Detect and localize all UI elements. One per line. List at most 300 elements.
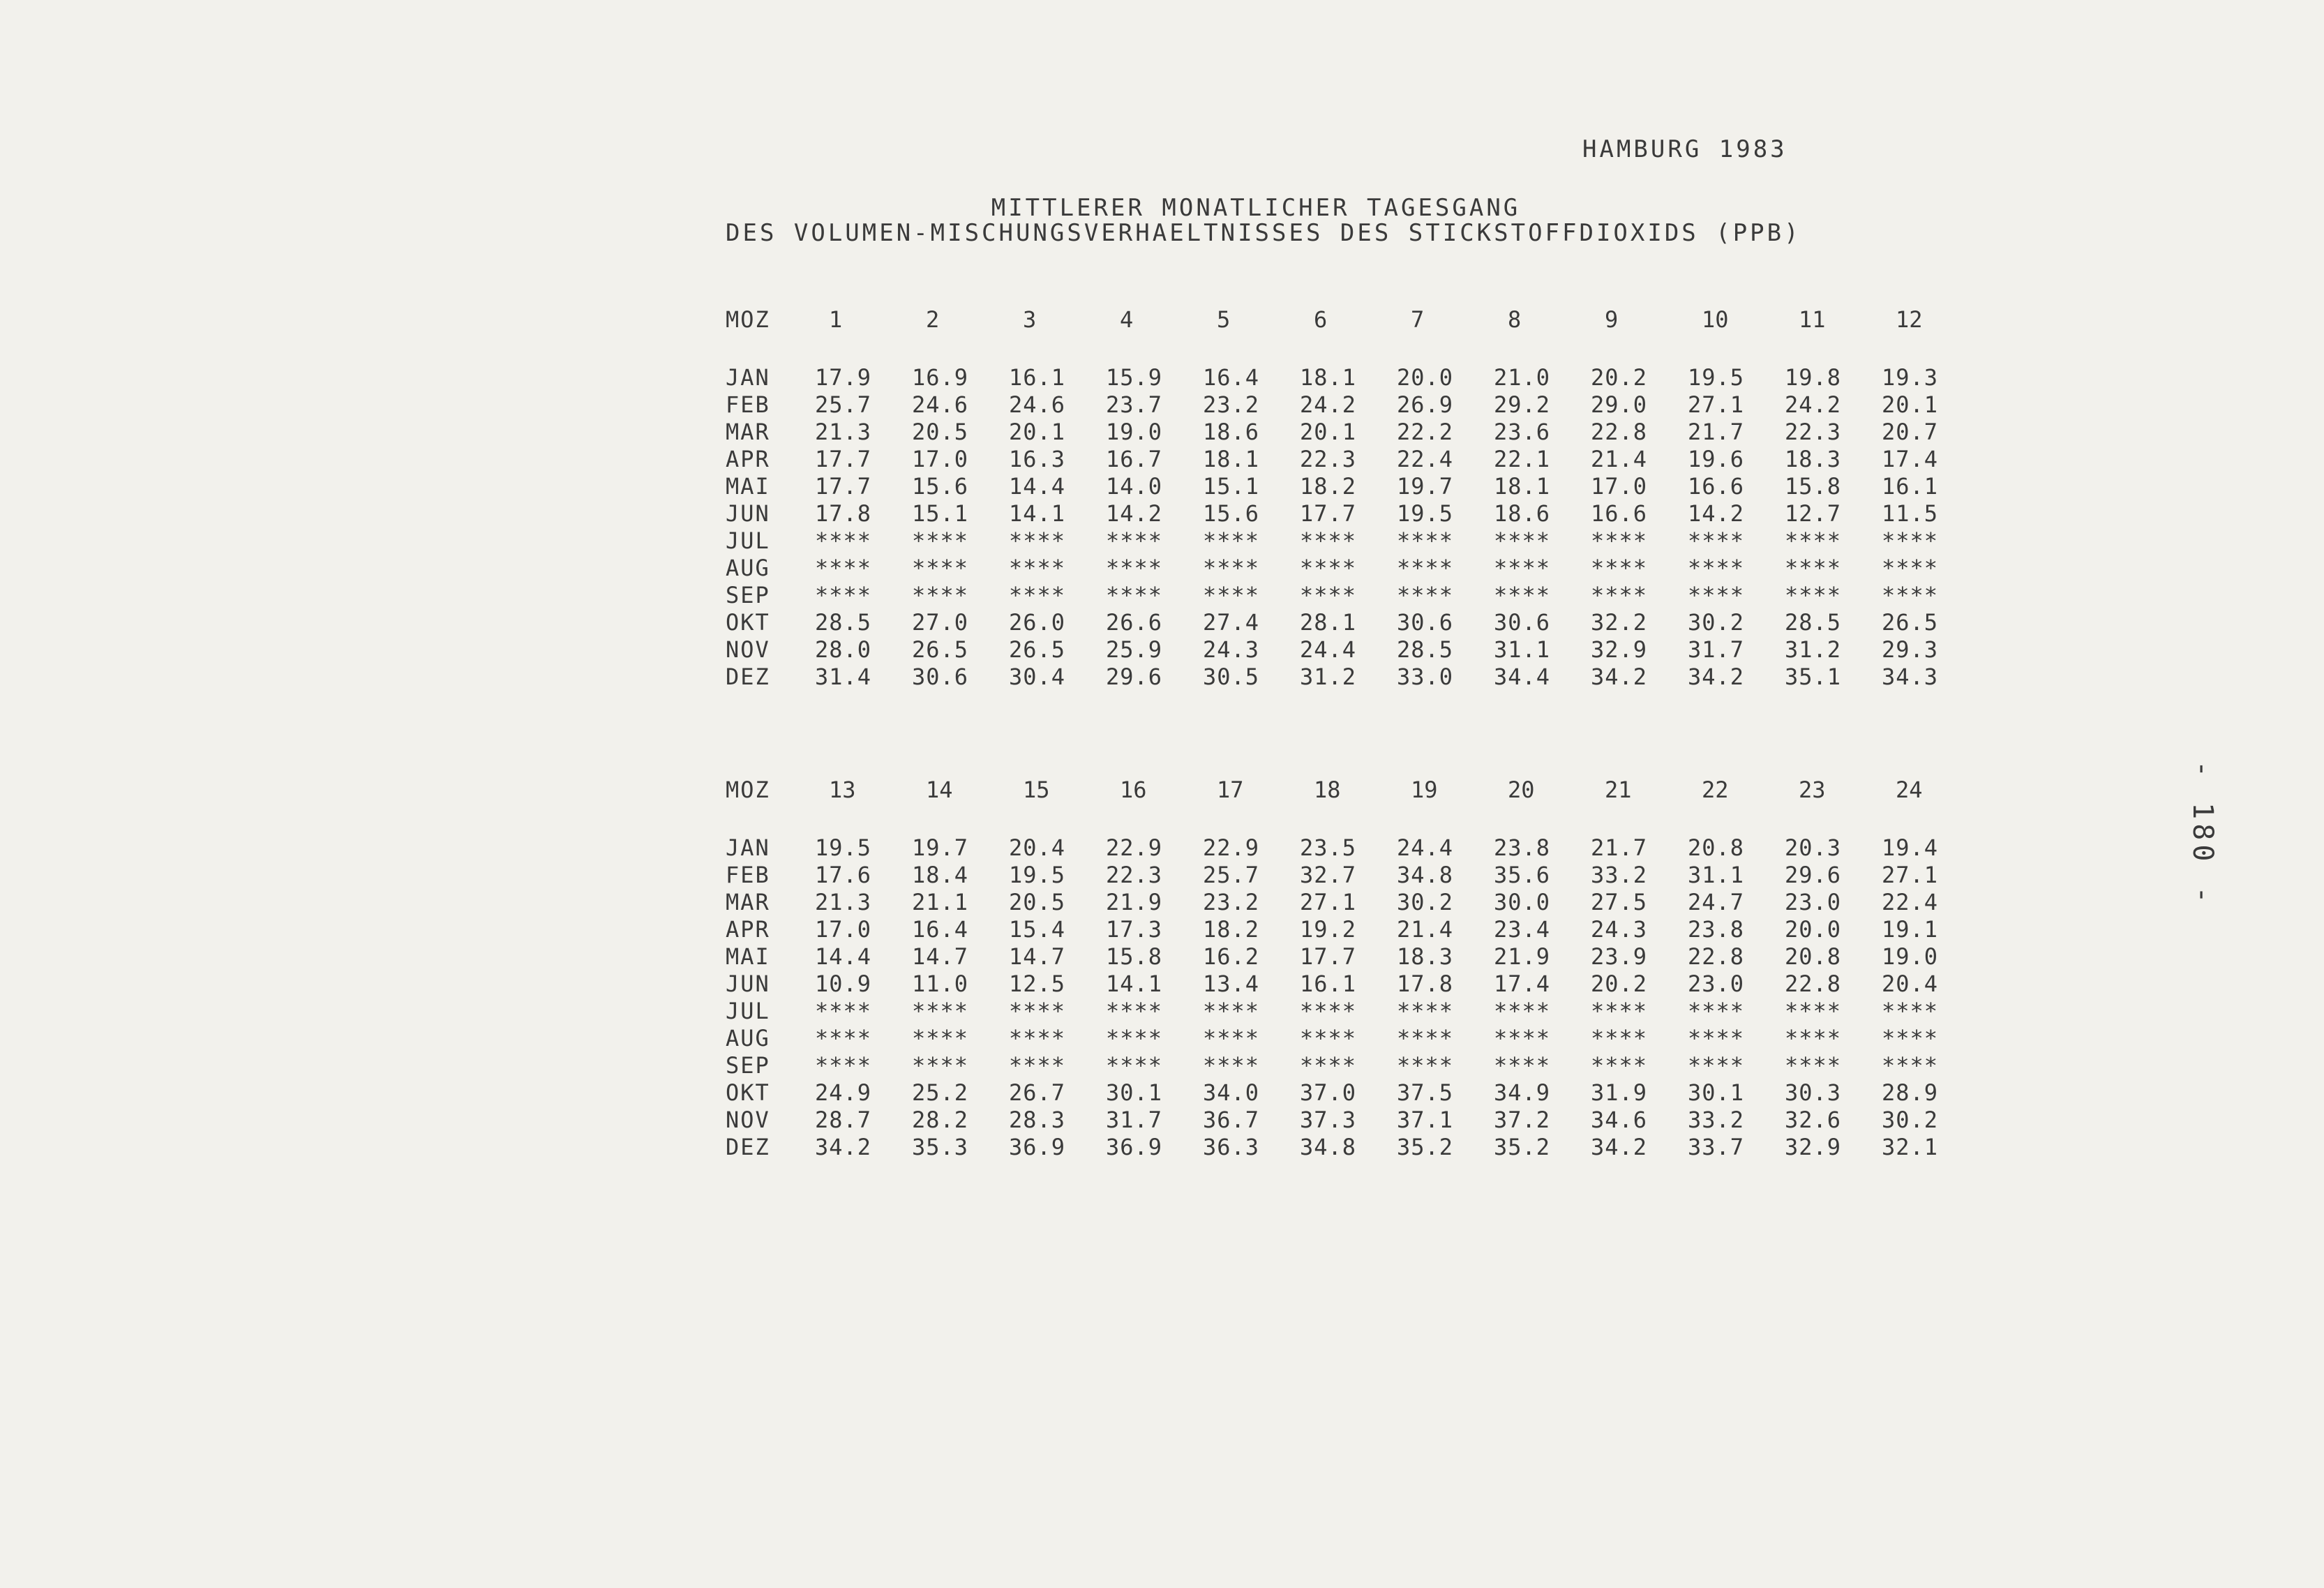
value-cell: 23.5 (1300, 834, 1357, 861)
value-cell: **** (1494, 555, 1551, 581)
table-row (726, 998, 1979, 1025)
month-label: MAI (726, 943, 770, 970)
value-cell: 21.9 (1494, 943, 1551, 970)
value-cell: 29.2 (1494, 391, 1551, 418)
value-cell: **** (1106, 998, 1163, 1024)
spacer-row (726, 811, 1979, 834)
table-row (726, 916, 1979, 943)
value-cell: 20.8 (1688, 834, 1745, 861)
value-cell: **** (1688, 527, 1745, 554)
value-cell: 28.0 (815, 636, 872, 663)
value-cell: **** (1882, 1025, 1939, 1051)
value-cell: 36.9 (1106, 1134, 1163, 1160)
value-cell: 21.0 (1494, 364, 1551, 391)
value-cell: 31.9 (1591, 1079, 1648, 1106)
table-row (726, 1025, 1979, 1052)
hour-header: 2 (926, 306, 940, 333)
value-cell: 21.3 (815, 419, 872, 445)
value-cell: 22.8 (1688, 943, 1745, 970)
value-cell: 32.9 (1785, 1134, 1842, 1160)
table-body (726, 811, 1979, 1161)
value-cell: **** (1591, 555, 1648, 581)
value-cell: 18.3 (1397, 943, 1454, 970)
table-row (726, 1107, 1979, 1134)
value-cell: 20.2 (1591, 971, 1648, 997)
value-cell: 23.7 (1106, 391, 1163, 418)
value-cell: 18.2 (1300, 473, 1357, 500)
value-cell: 37.5 (1397, 1079, 1454, 1106)
value-cell: 29.0 (1591, 391, 1648, 418)
value-cell: 20.0 (1785, 916, 1842, 943)
value-cell: 17.0 (815, 916, 872, 943)
value-cell: 24.2 (1785, 391, 1842, 418)
value-cell: 17.0 (912, 446, 969, 472)
table-header-row (726, 769, 1979, 811)
value-cell: 23.9 (1591, 943, 1648, 970)
value-cell: 14.4 (815, 943, 872, 970)
month-label: JUL (726, 998, 770, 1024)
spacer-cell (726, 811, 1979, 834)
month-label: OKT (726, 609, 770, 636)
value-cell: 29.3 (1882, 636, 1939, 663)
value-cell: 28.2 (912, 1107, 969, 1133)
value-cell: **** (1785, 527, 1842, 554)
value-cell: **** (1785, 998, 1842, 1024)
table-row (726, 555, 1979, 582)
value-cell: 25.7 (1203, 862, 1260, 888)
table-row (726, 582, 1979, 609)
value-cell: 14.1 (1106, 971, 1163, 997)
value-cell: 14.4 (1009, 473, 1066, 500)
value-cell: 16.1 (1009, 364, 1066, 391)
value-cell: 15.1 (912, 500, 969, 527)
value-cell: **** (1106, 582, 1163, 608)
value-cell: **** (1203, 555, 1260, 581)
value-cell: **** (1688, 998, 1745, 1024)
month-label: AUG (726, 1025, 770, 1051)
value-cell: 16.1 (1882, 473, 1939, 500)
value-cell: **** (1591, 998, 1648, 1024)
value-cell: 32.1 (1882, 1134, 1939, 1160)
hour-header: 19 (1411, 777, 1438, 803)
value-cell: **** (1300, 527, 1357, 554)
hour-header: 8 (1508, 306, 1522, 333)
value-cell: 28.9 (1882, 1079, 1939, 1106)
value-cell: 22.8 (1591, 419, 1648, 445)
value-cell: 26.5 (1009, 636, 1066, 663)
value-cell: 37.2 (1494, 1107, 1551, 1133)
value-cell: **** (1203, 1052, 1260, 1079)
month-label: AUG (726, 555, 770, 581)
value-cell: 14.7 (912, 943, 969, 970)
value-cell: 19.5 (815, 834, 872, 861)
value-cell: **** (1397, 998, 1454, 1024)
value-cell: **** (815, 527, 872, 554)
value-cell: **** (1591, 1025, 1648, 1051)
value-cell: 19.0 (1882, 943, 1939, 970)
value-cell: 31.4 (815, 664, 872, 690)
value-cell: 10.9 (815, 971, 872, 997)
value-cell: 20.0 (1397, 364, 1454, 391)
value-cell: **** (1882, 527, 1939, 554)
value-cell: 30.0 (1494, 889, 1551, 915)
value-cell: 20.4 (1882, 971, 1939, 997)
value-cell: **** (912, 527, 969, 554)
value-cell: 20.2 (1591, 364, 1648, 391)
month-label: FEB (726, 391, 770, 418)
value-cell: **** (1009, 527, 1066, 554)
month-label: FEB (726, 862, 770, 888)
value-cell: **** (1882, 582, 1939, 608)
value-cell: 11.0 (912, 971, 969, 997)
value-cell: 12.7 (1785, 500, 1842, 527)
value-cell: 28.3 (1009, 1107, 1066, 1133)
value-cell: 26.6 (1106, 609, 1163, 636)
value-cell: 25.2 (912, 1079, 969, 1106)
value-cell: 34.2 (815, 1134, 872, 1160)
value-cell: 15.1 (1203, 473, 1260, 500)
hour-header: 12 (1896, 306, 1923, 333)
value-cell: **** (1882, 1052, 1939, 1079)
hour-header: 13 (829, 777, 856, 803)
value-cell: 35.1 (1785, 664, 1842, 690)
value-cell: 16.1 (1300, 971, 1357, 997)
value-cell: 33.0 (1397, 664, 1454, 690)
value-cell: 37.1 (1397, 1107, 1454, 1133)
value-cell: **** (912, 555, 969, 581)
value-cell: 23.0 (1688, 971, 1745, 997)
value-cell: 24.3 (1203, 636, 1260, 663)
value-cell: 23.0 (1785, 889, 1842, 915)
value-cell: 28.5 (1785, 609, 1842, 636)
value-cell: 35.2 (1494, 1134, 1551, 1160)
value-cell: 20.1 (1009, 419, 1066, 445)
value-cell: 24.6 (1009, 391, 1066, 418)
value-cell: **** (912, 1025, 969, 1051)
month-label: NOV (726, 636, 770, 663)
value-cell: 30.6 (912, 664, 969, 690)
table-row (726, 419, 1979, 446)
value-cell: 17.3 (1106, 916, 1163, 943)
month-label: SEP (726, 582, 770, 608)
title-line-1: MITTLERER MONATLICHER TAGESGANG (991, 194, 1521, 222)
value-cell: **** (1397, 1025, 1454, 1051)
value-cell: 15.8 (1785, 473, 1842, 500)
value-cell: 26.9 (1397, 391, 1454, 418)
value-cell: **** (815, 582, 872, 608)
value-cell: 23.8 (1688, 916, 1745, 943)
value-cell: 17.0 (1591, 473, 1648, 500)
value-cell: 17.8 (815, 500, 872, 527)
value-cell: 21.4 (1397, 916, 1454, 943)
value-cell: 20.1 (1882, 391, 1939, 418)
value-cell: 24.9 (815, 1079, 872, 1106)
value-cell: **** (1397, 1052, 1454, 1079)
value-cell: 19.5 (1397, 500, 1454, 527)
value-cell: 22.9 (1106, 834, 1163, 861)
value-cell: **** (912, 998, 969, 1024)
value-cell: **** (1300, 1052, 1357, 1079)
value-cell: 34.6 (1591, 1107, 1648, 1133)
value-cell: **** (1688, 555, 1745, 581)
value-cell: 14.2 (1688, 500, 1745, 527)
value-cell: **** (815, 1052, 872, 1079)
value-cell: 30.4 (1009, 664, 1066, 690)
value-cell: **** (1009, 1052, 1066, 1079)
value-cell: 21.7 (1688, 419, 1745, 445)
value-cell: 19.5 (1688, 364, 1745, 391)
value-cell: 21.4 (1591, 446, 1648, 472)
value-cell: 34.9 (1494, 1079, 1551, 1106)
value-cell: 18.4 (912, 862, 969, 888)
table-row (726, 664, 1979, 691)
value-cell: 33.2 (1591, 862, 1648, 888)
value-cell: 31.7 (1688, 636, 1745, 663)
value-cell: 24.2 (1300, 391, 1357, 418)
month-label: NOV (726, 1107, 770, 1133)
value-cell: 20.7 (1882, 419, 1939, 445)
table-row (726, 889, 1979, 916)
value-cell: 24.4 (1397, 834, 1454, 861)
value-cell: **** (1106, 1025, 1163, 1051)
value-cell: **** (1106, 1052, 1163, 1079)
value-cell: **** (1494, 998, 1551, 1024)
value-cell: 28.7 (815, 1107, 872, 1133)
value-cell: 17.9 (815, 364, 872, 391)
value-cell: 14.2 (1106, 500, 1163, 527)
value-cell: 28.1 (1300, 609, 1357, 636)
value-cell: 19.7 (1397, 473, 1454, 500)
value-cell: 34.8 (1397, 862, 1454, 888)
value-cell: 28.5 (815, 609, 872, 636)
table-row (726, 943, 1979, 971)
value-cell: 26.0 (1009, 609, 1066, 636)
value-cell: 30.6 (1494, 609, 1551, 636)
value-cell: 23.2 (1203, 889, 1260, 915)
value-cell: 17.4 (1494, 971, 1551, 997)
value-cell: 22.8 (1785, 971, 1842, 997)
month-label: DEZ (726, 1134, 770, 1160)
value-cell: **** (1882, 998, 1939, 1024)
value-cell: 35.3 (912, 1134, 969, 1160)
value-cell: 32.9 (1591, 636, 1648, 663)
value-cell: 22.3 (1106, 862, 1163, 888)
hour-header: 14 (926, 777, 953, 803)
value-cell: 35.6 (1494, 862, 1551, 888)
month-label: JAN (726, 834, 770, 861)
value-cell: **** (1300, 998, 1357, 1024)
value-cell: 18.1 (1300, 364, 1357, 391)
value-cell: 18.6 (1203, 419, 1260, 445)
place-year-label: HAMBURG 1983 (1582, 135, 1787, 163)
hour-header: 17 (1217, 777, 1244, 803)
value-cell: 15.4 (1009, 916, 1066, 943)
value-cell: 22.1 (1494, 446, 1551, 472)
value-cell: **** (1397, 527, 1454, 554)
value-cell: 17.8 (1397, 971, 1454, 997)
value-cell: 28.5 (1397, 636, 1454, 663)
hour-header: 21 (1605, 777, 1632, 803)
value-cell: 30.1 (1106, 1079, 1163, 1106)
value-cell: 14.1 (1009, 500, 1066, 527)
hour-header: 11 (1799, 306, 1826, 333)
value-cell: 30.5 (1203, 664, 1260, 690)
hour-header: 6 (1314, 306, 1328, 333)
value-cell: 34.2 (1591, 664, 1648, 690)
value-cell: 19.7 (912, 834, 969, 861)
value-cell: 24.3 (1591, 916, 1648, 943)
value-cell: 23.2 (1203, 391, 1260, 418)
value-cell: 20.3 (1785, 834, 1842, 861)
value-cell: 31.2 (1300, 664, 1357, 690)
value-cell: 16.3 (1009, 446, 1066, 472)
value-cell: **** (912, 582, 969, 608)
table-row (726, 862, 1979, 889)
table-row (726, 636, 1979, 664)
value-cell: 21.9 (1106, 889, 1163, 915)
value-cell: **** (1106, 555, 1163, 581)
hour-header: 1 (829, 306, 843, 333)
value-cell: 24.7 (1688, 889, 1745, 915)
hour-header: 22 (1702, 777, 1729, 803)
month-label: APR (726, 916, 770, 943)
value-cell: **** (1785, 1052, 1842, 1079)
value-cell: **** (1009, 1025, 1066, 1051)
value-cell: 15.6 (912, 473, 969, 500)
value-cell: **** (1106, 527, 1163, 554)
value-cell: 18.1 (1203, 446, 1260, 472)
value-cell: 25.7 (815, 391, 872, 418)
table-row (726, 609, 1979, 636)
value-cell: 17.7 (1300, 943, 1357, 970)
value-cell: 32.6 (1785, 1107, 1842, 1133)
value-cell: 22.3 (1300, 446, 1357, 472)
value-cell: 36.7 (1203, 1107, 1260, 1133)
value-cell: **** (1203, 527, 1260, 554)
value-cell: **** (1009, 582, 1066, 608)
value-cell: **** (1591, 582, 1648, 608)
value-cell: 33.2 (1688, 1107, 1745, 1133)
value-cell: 16.4 (912, 916, 969, 943)
value-cell: 30.3 (1785, 1079, 1842, 1106)
value-cell: 19.2 (1300, 916, 1357, 943)
value-cell: 26.7 (1009, 1079, 1066, 1106)
title-line-2: DES VOLUMEN-MISCHUNGSVERHAELTNISSES DES STICKSTOFFDIOXIDS (PPB) (726, 219, 1801, 247)
value-cell: 19.3 (1882, 364, 1939, 391)
value-cell: **** (1494, 527, 1551, 554)
value-cell: **** (1397, 582, 1454, 608)
value-cell: 32.2 (1591, 609, 1648, 636)
value-cell: 27.5 (1591, 889, 1648, 915)
spacer-row (726, 340, 1979, 364)
value-cell: **** (1494, 1025, 1551, 1051)
value-cell: 19.6 (1688, 446, 1745, 472)
value-cell: 36.9 (1009, 1134, 1066, 1160)
table-row (726, 1134, 1979, 1161)
value-cell: 16.6 (1688, 473, 1745, 500)
value-cell: 21.7 (1591, 834, 1648, 861)
table-row (726, 500, 1979, 527)
value-cell: 30.6 (1397, 609, 1454, 636)
value-cell: 35.2 (1397, 1134, 1454, 1160)
value-cell: 23.4 (1494, 916, 1551, 943)
value-cell: **** (1300, 1025, 1357, 1051)
value-cell: 37.3 (1300, 1107, 1357, 1133)
value-cell: 30.2 (1688, 609, 1745, 636)
value-cell: 13.4 (1203, 971, 1260, 997)
value-cell: **** (1009, 998, 1066, 1024)
hour-header: 9 (1605, 306, 1619, 333)
hour-header: 10 (1702, 306, 1729, 333)
value-cell: 19.5 (1009, 862, 1066, 888)
value-cell: **** (1203, 998, 1260, 1024)
value-cell: 34.3 (1882, 664, 1939, 690)
value-cell: 20.8 (1785, 943, 1842, 970)
table-row (726, 364, 1979, 391)
value-cell: 27.1 (1688, 391, 1745, 418)
hour-header: 16 (1120, 777, 1147, 803)
row-label-header: MOZ (726, 777, 770, 803)
value-cell: **** (1785, 582, 1842, 608)
table-row (726, 1052, 1979, 1079)
month-label: MAR (726, 889, 770, 915)
value-cell: 12.5 (1009, 971, 1066, 997)
value-cell: 31.1 (1688, 862, 1745, 888)
value-cell: 17.4 (1882, 446, 1939, 472)
value-cell: 17.7 (815, 473, 872, 500)
value-cell: 27.0 (912, 609, 969, 636)
value-cell: 34.2 (1591, 1134, 1648, 1160)
value-cell: 26.5 (1882, 609, 1939, 636)
value-cell: 20.5 (1009, 889, 1066, 915)
value-cell: 36.3 (1203, 1134, 1260, 1160)
value-cell: 34.0 (1203, 1079, 1260, 1106)
value-cell: 21.1 (912, 889, 969, 915)
value-cell: 34.4 (1494, 664, 1551, 690)
value-cell: **** (815, 1025, 872, 1051)
hour-header: 4 (1120, 306, 1134, 333)
value-cell: **** (1591, 1052, 1648, 1079)
month-label: JAN (726, 364, 770, 391)
hour-header: 18 (1314, 777, 1341, 803)
value-cell: **** (1882, 555, 1939, 581)
value-cell: 19.0 (1106, 419, 1163, 445)
value-cell: 23.6 (1494, 419, 1551, 445)
hour-header: 15 (1023, 777, 1050, 803)
value-cell: 16.2 (1203, 943, 1260, 970)
table-row (726, 834, 1979, 862)
hour-header: 5 (1217, 306, 1231, 333)
value-cell: 14.7 (1009, 943, 1066, 970)
value-cell: **** (1688, 582, 1745, 608)
value-cell: 31.7 (1106, 1107, 1163, 1133)
value-cell: 29.6 (1785, 862, 1842, 888)
table-row (726, 473, 1979, 500)
value-cell: 22.3 (1785, 419, 1842, 445)
month-label: MAR (726, 419, 770, 445)
value-cell: 24.6 (912, 391, 969, 418)
table-hours-1-12 (726, 299, 1979, 691)
table-row (726, 391, 1979, 419)
hour-header: 3 (1023, 306, 1037, 333)
hour-header: 7 (1411, 306, 1425, 333)
value-cell: 16.7 (1106, 446, 1163, 472)
value-cell: 16.6 (1591, 500, 1648, 527)
value-cell: 22.4 (1397, 446, 1454, 472)
value-cell: **** (815, 998, 872, 1024)
value-cell: 19.8 (1785, 364, 1842, 391)
value-cell: 30.2 (1882, 1107, 1939, 1133)
